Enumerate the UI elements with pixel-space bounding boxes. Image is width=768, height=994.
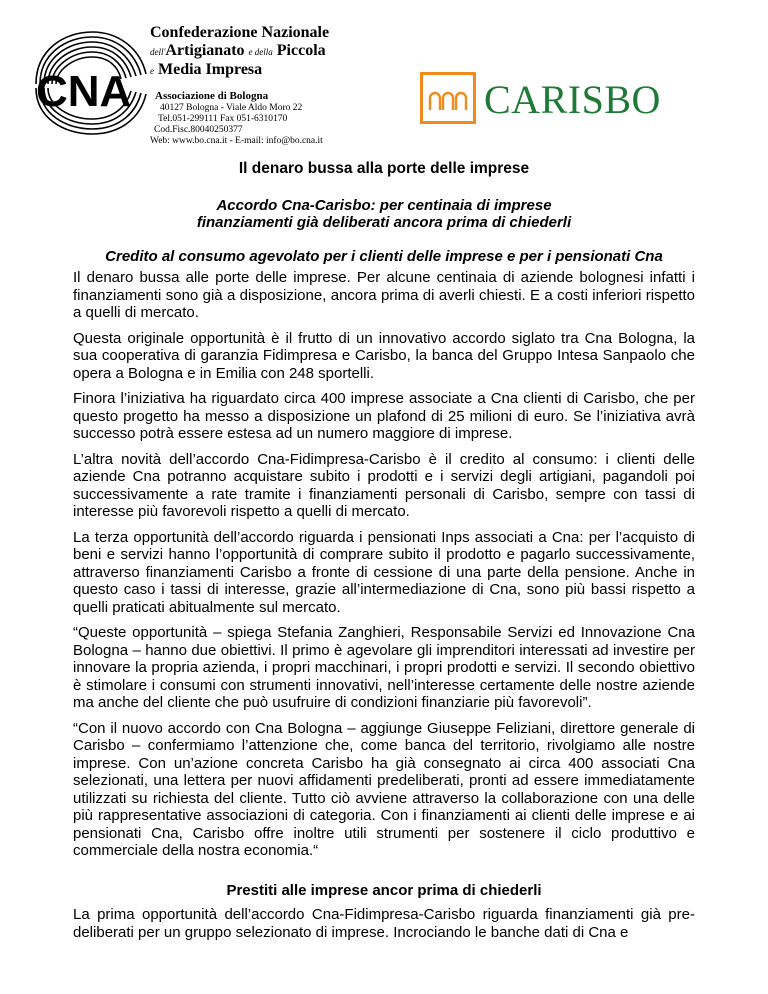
- carisbo-wordmark: CARISBO: [484, 77, 661, 122]
- paragraph: La prima opportunità dell’accordo Cna-Fidimpresa-Carisbo riguarda finanziamenti già pre-deliberati per un gruppo selezionato di imprese. Incrociando le banche dati di Cna e: [73, 906, 695, 941]
- article-subtitle: Accordo Cna-Carisbo: per centinaia di imprese finanziamenti già deliberati ancora prima di chiederli: [196, 196, 572, 231]
- cna-impresa-line: e Media Impresa: [150, 61, 263, 78]
- article-subhead: Credito al consumo agevolato per i clienti delle imprese e per i pensionati Cna: [105, 247, 663, 265]
- paragraph: Finora l’iniziativa ha riguardato circa 400 imprese associate a Cna clienti di Carisbo, che per questo progetto ha messo a disposizione un plafond di 25 milioni di euro. Se l’iniziativa avrà successo potrà essere estesa ad un numero maggiore di imprese.: [73, 390, 695, 442]
- cna-artigianato-line: dell'Artigianato e della Piccola: [150, 42, 326, 59]
- article-title: Il denaro bussa alla porte delle imprese: [238, 160, 530, 177]
- cna-phone: Tel.051-299111 Fax 051-6310170: [158, 114, 288, 124]
- paragraph: “Queste opportunità – spiega Stefania Zanghieri, Responsabile Servizi ed Innovazione Cna Bologna – hanno due obiettivi. Il primo è agevolare gli imprenditori interessati ad investire per innovare la propria azienda, i propri macchinari, i propri prodotti e servizi. Il secondo obiettivo è stimolare i consumi con strumenti innovativi, nell’interesse certamente delle nostre aziende ma anche del cliente che può usufruire di condizioni finanziarie più favorevoli”.: [73, 624, 695, 711]
- paragraph: La terza opportunità dell’accordo riguarda i pensionati Inps associati a Cna: per l’acquisto di beni e servizi hanno l’opportunità di comprare subito il prodotto e pagarlo successivamente, attraverso finanziamenti Carisbo a fronte di cessione di una parte della pensione. Anche in questo caso i tassi di interesse, grazie all’intermediazione di Cna, sono più bassi rispetto a quelli praticati abitualmente sul mercato.: [73, 528, 695, 616]
- cna-contact-block: [150, 103, 390, 147]
- carisbo-arches-icon: [420, 72, 476, 124]
- section-title: Prestiti alle imprese ancor prima di chiederli: [226, 881, 542, 899]
- paragraph: Il denaro bussa alle porte delle imprese. Per alcune centinaia di aziende bolognesi infatti i finanziamenti sono già a disposizione, ancora prima di averli chiesti. E a costi inferiori rispetto a quelli di mercato.: [73, 269, 695, 321]
- article: [73, 160, 695, 949]
- cna-fiscal-code: Cod.Fisc.80040250377: [154, 125, 243, 135]
- letterhead: [0, 0, 768, 150]
- cna-confederation-line: Confederazione Nazionale: [150, 24, 330, 41]
- cna-logo-text: CNA: [36, 67, 132, 116]
- cna-address: 40127 Bologna - Viale Aldo Moro 22: [160, 103, 303, 113]
- cna-logo: [28, 28, 152, 138]
- cna-web-email: Web: www.bo.cna.it - E-mail: info@bo.cna.it: [150, 136, 323, 146]
- paragraph: “Con il nuovo accordo con Cna Bologna – aggiunge Giuseppe Feliziani, direttore generale di Carisbo – confermiamo l’attenzione che, come banca del territorio, rivolgiamo alle nostre imprese. Con un’azione concreta Carisbo ha già consegnato ai circa 400 associati Cna selezionati, una lettera per nuovi affidamenti predeliberati, pronti ad essere immediatamente utilizzati su richiesta del cliente. Tutto ciò avviene attraverso la collaborazione con una delle più rappresentative associazioni di categoria. Con i finanziamenti ai clienti delle imprese e ai pensionati Cna, Carisbo offre inoltre utili strumenti per sostenere il ciclo produttivo e commerciale della nostra economia.“: [73, 719, 695, 859]
- paragraph: Questa originale opportunità è il frutto di un innovativo accordo siglato tra Cna Bologna, la sua cooperativa di garanzia Fidimpresa e Carisbo, la banca del Gruppo Intesa Sanpaolo che opera a Bologna e in Emilia con 248 sportelli.: [73, 329, 695, 382]
- cna-logo-icon: [28, 28, 152, 138]
- paragraph: L’altra novità dell’accordo Cna-Fidimpresa-Carisbo è il credito al consumo: i clienti delle aziende Cna potranno acquistare subito i prodotti e i servizi degli artigiani, pagandoli poi successivamente a rate tramite i finanziamenti personali di Carisbo, sempre con tassi di interesse più favorevoli rispetto a quelli di mercato.: [73, 450, 695, 520]
- carisbo-logo: [420, 72, 690, 126]
- cna-association-name: Associazione di Bologna: [155, 90, 269, 102]
- cna-header: [150, 24, 390, 147]
